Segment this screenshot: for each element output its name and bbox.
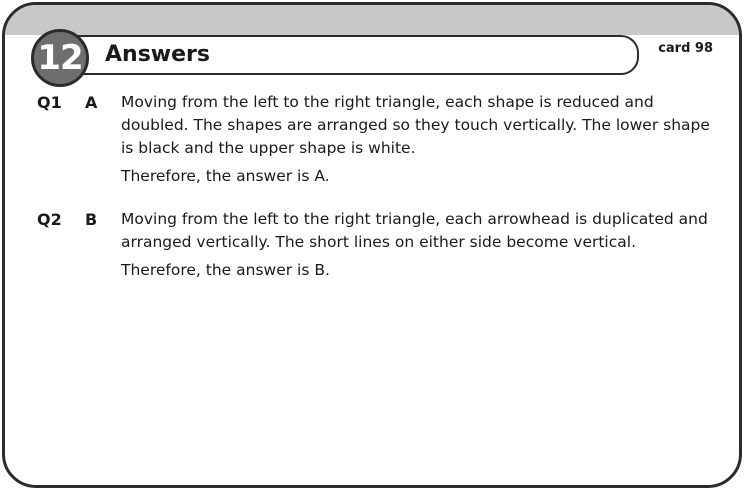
page-title: Answers — [105, 42, 210, 67]
answer-letter: A — [85, 93, 98, 112]
answer-body — [121, 91, 719, 188]
question-number: Q1 — [37, 93, 62, 112]
answer-explanation: Moving from the left to the right triangle, each shape is reduced and doubled. The shapes are arranged so they touch vertically. The lower shape is black and the upper shape is white. — [121, 93, 710, 157]
question-number: Q2 — [37, 210, 62, 229]
answer-card — [2, 2, 742, 488]
answer-conclusion: Therefore, the answer is B. — [121, 261, 330, 279]
answer-conclusion: Therefore, the answer is A. — [121, 167, 330, 185]
answers-list — [5, 91, 739, 302]
header-band — [5, 5, 739, 35]
section-number-badge: 12 — [31, 29, 89, 87]
answer-item-q2 — [5, 208, 739, 282]
answer-letter: B — [85, 210, 98, 229]
title-bar — [45, 35, 639, 75]
answer-explanation: Moving from the left to the right triangle, each arrowhead is duplicated and arranged vertically. The short lines on either side become vertical. — [121, 210, 708, 251]
answer-item-q1 — [5, 91, 739, 188]
card-reference: card 98 — [658, 41, 713, 56]
answer-body — [121, 208, 719, 282]
